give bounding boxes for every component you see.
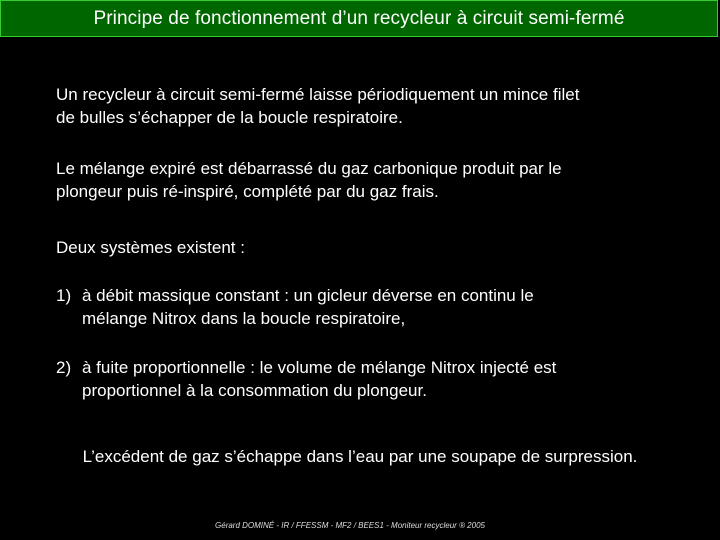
slide-title: Principe de fonctionnement d’un recycleur à circuit semi-fermé	[93, 7, 625, 29]
list-item-line: à fuite proportionnelle : le volume de mélange Nitrox injecté est	[82, 358, 557, 377]
closing-statement: L’excédent de gaz s’échappe dans l’eau par une soupape de surpression.	[82, 447, 638, 466]
paragraph-line: Le mélange expiré est débarrassé du gaz carbonique produit par le	[56, 159, 562, 178]
paragraph-systems-intro	[56, 236, 245, 259]
paragraph-line: plongeur puis ré-inspiré, complété par du gaz frais.	[56, 182, 439, 201]
list-item-text	[82, 284, 534, 330]
list-item-line: à débit massique constant : un gicleur déverse en continu le	[82, 286, 534, 305]
slide-footer: Gérard DOMINÉ - IR / FFESSM - MF2 / BEES1 - Moniteur recycleur ® 2005	[215, 521, 485, 530]
paragraph-line: Un recycleur à circuit semi-fermé laisse périodiquement un mince filet	[56, 85, 580, 104]
paragraph-exhaled-mix	[56, 157, 562, 203]
list-item-number: 1)	[56, 286, 72, 305]
paragraph-line: de bulles s’échapper de la boucle respiratoire.	[56, 108, 403, 127]
list-item-text	[82, 356, 556, 402]
paragraph-line: Deux systèmes existent :	[56, 238, 245, 257]
title-bar	[0, 0, 718, 37]
list-item-number: 2)	[56, 358, 72, 377]
list-item-line: mélange Nitrox dans la boucle respiratoire,	[82, 309, 406, 328]
paragraph-intro	[56, 83, 579, 129]
list-item-line: proportionnel à la consommation du plongeur.	[82, 381, 427, 400]
